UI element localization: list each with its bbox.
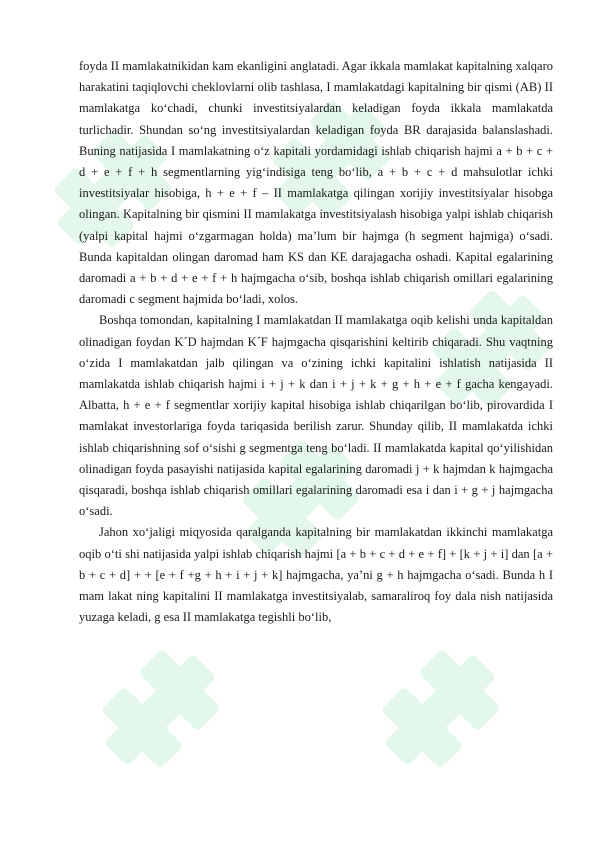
paragraph: Boshqa tomondan, kapitalning I mamlakatdan II mamlakatga oqib kelishi unda kapitaldan olinadigan foydan K´D hajmdan K´F hajmgacha qisqarishini keltirib chiqaradi. Shu vaqtning o‘zida I mamlakatdan jalb qilingan va o‘zining ichki kapitalini ishlatish natijasida II mamlakatda ishlab chiqarish hajmi i + j + k dan i + j + k + g + h + e + f gacha kengayadi. Albatta, h + e + f segmentlar xorijiy kapital hisobiga ishlab chiqarilgan bo‘lib, pirovardida I mamlakat investorlariga foyda tariqasida berilish zarur. Shunday qilib, II mamlakatda ichki ishlab chiqarishning sof o‘sishi g segmentga teng bo‘ladi. II mamlakatda kapital qo‘yilishidan olinadigan foyda pasayishi natijasida kapital egalarining daromadi j + k hajmdan k hajmgacha qisqaradi, boshqa ishlab chiqarish omillari egalarining daromadi esa i dan i + g + j hajmgacha o‘sadi. (79, 313, 553, 519)
body-text (79, 56, 553, 628)
watermark-icon (370, 640, 510, 780)
paragraph: foyda II mamlakatnikidan kam ekanligini anglatadi. Agar ikkala mamlakat kapitalning xalqaro harakatini taqiqlovchi cheklovlarni olib tashlasa, I mamlakatdagi kapitalning bir qismi (AB) II mamlakatga ko‘chadi, chunki investitsiyalardan keladigan foyda ikkala mamlakatda turlichadir. Shundan so‘ng investitsiyalardan keladigan foyda BR darajasida balanslashadi. Buning natijasida I mamlakatning o‘z kapitali yordamidagi ishlab chiqarish hajmi a + b + c + d + e + f + h segmentlarning yig‘indisiga teng bo‘lib, a + b + c + d mahsulotlar ichki investitsiyalar hisobiga, h + e + f – II mamlakatga qilingan xorijiy investitsiyalar hisobga olingan. Kapitalning bir qismini II mamlakatga investitsiyalash hisobiga yalpi ishlab chiqarish (yalpi kapital hajmi o‘zgarmagan holda) ma’lum bir hajmga (h segment hajmiga) o‘sadi. Bunda kapitaldan olingan daromad ham KS dan KE darajagacha oshadi. Kapital egalarining daromadi a + b + d + e + f + h hajmgacha o‘sib, boshqa ishlab chiqarish omillari egalarining daromadi c segment hajmida bo‘ladi, xolos. (79, 59, 553, 307)
paragraph: Jahon xo‘jaligi miqyosida qaralganda kapitalning bir mamlakatdan ikkinchi mamlakatga oqib o‘ti shi natijasida yalpi ishlab chiqarish hajmi [a + b + c + d + e + f] + [k + j + i] dan [a + b + c + d] + + [e + f +g + h + i + j + k] hajmgacha, ya’ni g + h hajmgacha o‘sadi. Bunda h I mam lakat ning kapitalini II mamlakatga investitsiyalab, samaraliroq foy dala nish natijasida yuzaga keladi, g esa II mamlakatga tegishli bo‘lib, (79, 525, 553, 625)
watermark-icon (90, 640, 230, 780)
